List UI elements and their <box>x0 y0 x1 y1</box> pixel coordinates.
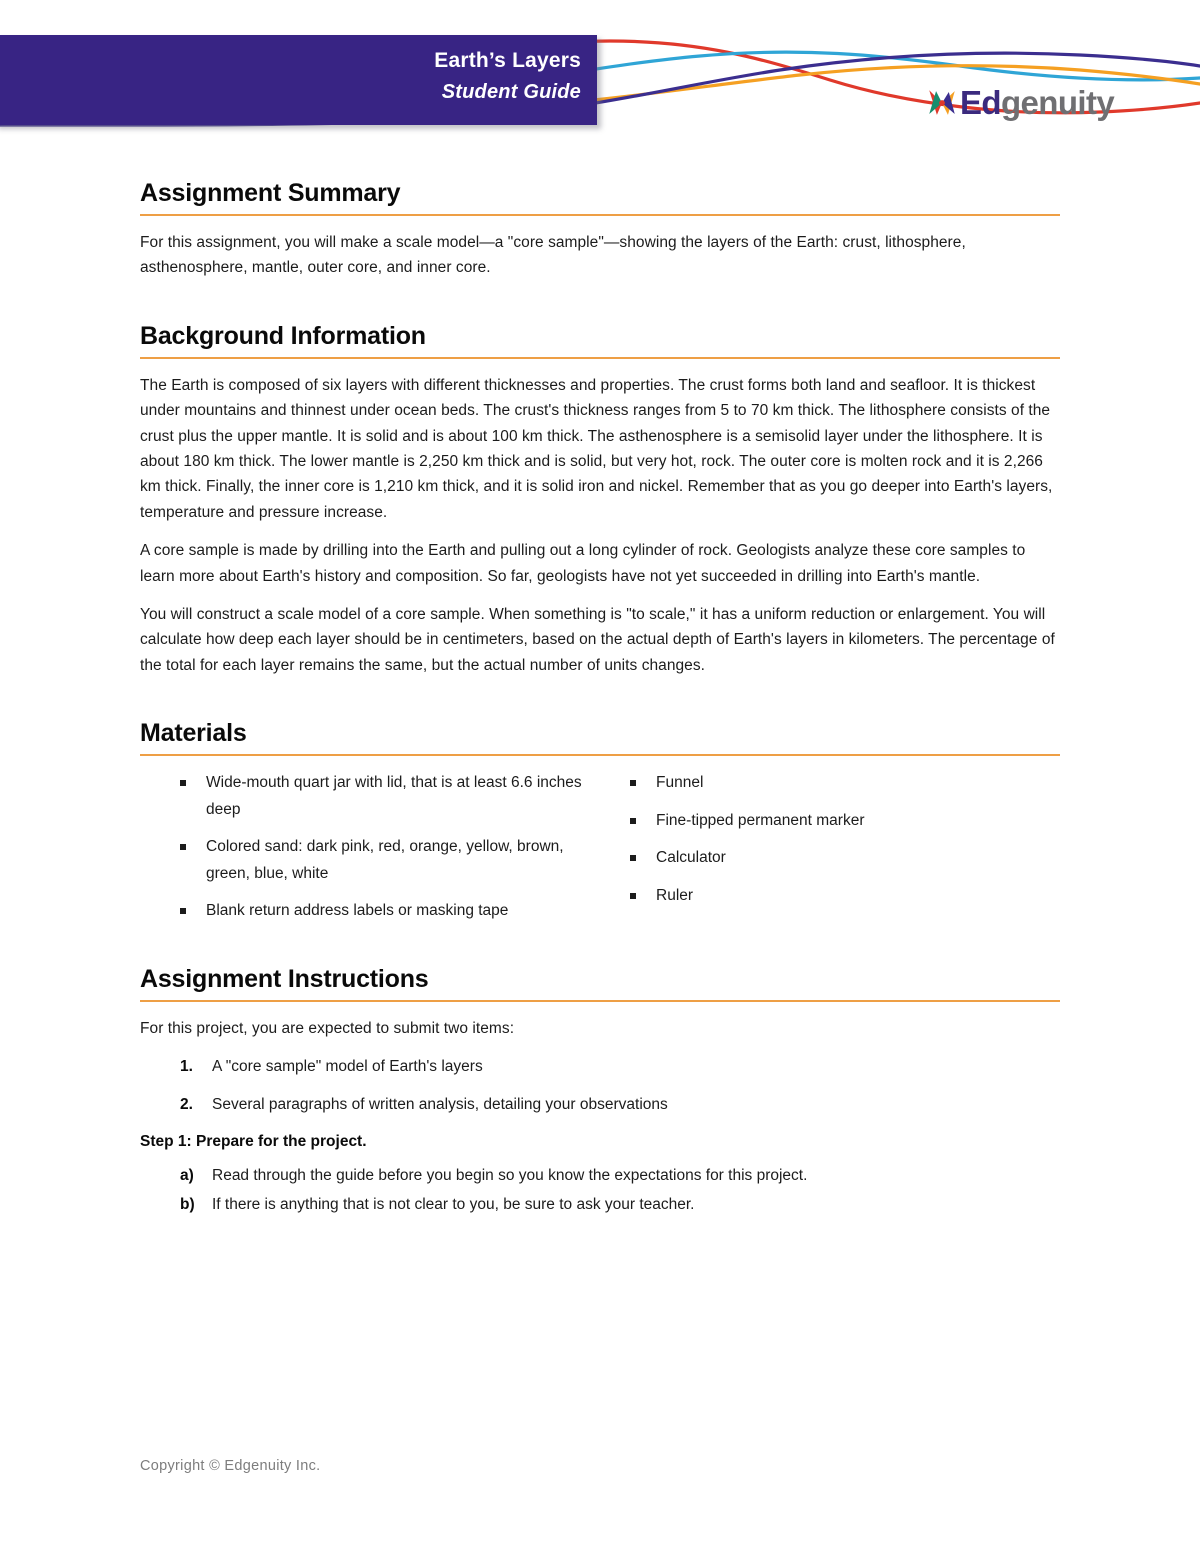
heading-rule <box>140 214 1060 216</box>
spacer <box>140 281 1060 321</box>
section-assignment-instructions <box>140 964 1060 1218</box>
background-paragraph-1: The Earth is composed of six layers with different thicknesses and properties. The crust forms both land and seafloor. It is thickest under mountains and thinnest under ocean beds. The crust's thickness ranges from 5 to 70 km thick. The lithosphere consists of the crust plus the upper mantle. It is solid and is about 100 km thick. The asthenosphere is a semisolid layer under the lithosphere. It is about 180 km thick. The lower mantle is 2,250 km thick and is solid, but very hot, rock. The outer core is molten rock and it is 2,266 km thick. Finally, the inner core is 1,210 km thick, and it is solid iron and nickel. Remember that as you go deeper into Earth's layers, temperature and pressure increase. <box>140 376 1053 521</box>
square-bullet-icon <box>180 844 186 850</box>
square-bullet-icon <box>630 780 636 786</box>
list-item-label: A "core sample" model of Earth's layers <box>212 1058 483 1076</box>
materials-column-left <box>140 770 600 936</box>
list-item-label: Blank return address labels or masking tape <box>206 902 509 920</box>
heading-background-information: Background Information <box>140 321 426 350</box>
list-item <box>628 845 1060 872</box>
logo-text-secondary: genuity <box>1000 84 1115 121</box>
list-item-marker: 2. <box>180 1096 193 1114</box>
edgenuity-logo <box>925 86 1114 120</box>
document-body <box>140 178 1060 1220</box>
spacer <box>140 936 1060 964</box>
materials-columns <box>140 770 1060 936</box>
list-item <box>140 1191 1060 1218</box>
list-item <box>628 808 1060 835</box>
square-bullet-icon <box>630 893 636 899</box>
square-bullet-icon <box>180 780 186 786</box>
spacer <box>140 678 1060 718</box>
square-bullet-icon <box>630 855 636 861</box>
heading-assignment-summary: Assignment Summary <box>140 179 401 207</box>
list-item-label: Read through the guide before you begin so you know the expectations for this project. <box>212 1167 808 1185</box>
instructions-intro: For this project, you are expected to submit two items: <box>140 1019 515 1037</box>
heading-assignment-instructions: Assignment Instructions <box>140 964 429 993</box>
list-item-label: If there is anything that is not clear to you, be sure to ask your teacher. <box>212 1196 695 1214</box>
list-item-marker: a) <box>180 1167 194 1185</box>
list-item-label: Calculator <box>656 849 726 867</box>
document-title: Earth’s Layers <box>434 49 581 72</box>
list-item <box>178 898 586 925</box>
square-bullet-icon <box>180 908 186 914</box>
heading-rule <box>140 1000 1060 1002</box>
list-item-label: Wide-mouth quart jar with lid, that is at least 6.6 inches deep <box>206 774 582 818</box>
list-item <box>628 883 1060 910</box>
heading-materials: Materials <box>140 719 247 748</box>
footer-copyright: Copyright © Edgenuity Inc. <box>140 1458 321 1474</box>
square-bullet-icon <box>630 818 636 824</box>
logo-text-primary: Ed <box>960 84 1001 121</box>
list-item <box>140 1054 1060 1080</box>
edgenuity-wordmark <box>960 86 1114 120</box>
page-header <box>0 0 1200 150</box>
section-background-information <box>140 321 1060 678</box>
list-item <box>628 770 1060 797</box>
list-item-marker: b) <box>180 1196 195 1214</box>
list-item-label: Colored sand: dark pink, red, orange, yellow, brown, green, blue, white <box>206 838 564 882</box>
list-item <box>140 1162 1060 1189</box>
list-item <box>178 770 586 823</box>
list-item-marker: 1. <box>180 1058 193 1076</box>
list-item <box>140 1092 1060 1118</box>
materials-column-right <box>600 770 1060 936</box>
assignment-summary-paragraph-1: For this assignment, you will make a scale model—a "core sample"—showing the layers of the Earth: crust, lithosphere, asthenosphere, mantle, outer core, and inner core. <box>140 234 966 277</box>
list-item-label: Ruler <box>656 886 694 904</box>
background-paragraph-3: You will construct a scale model of a core sample. When something is "to scale," it has a uniform reduction or enlargement. You will calculate how deep each layer should be in centimeters, based on the actual depth of Earth's layers in kilometers. The percentage of the total for each layer remains the same, but the actual number of units changes. <box>140 606 1055 674</box>
document-subtitle: Student Guide <box>441 81 581 103</box>
edgenuity-x-mark-icon <box>925 86 959 120</box>
instructions-numbered-list <box>140 1054 1060 1118</box>
background-paragraph-2: A core sample is made by drilling into the Earth and pulling out a long cylinder of rock. Geologists analyze these core samples to learn more about Earth's history and composition. So far, geologists have not yet succeeded in drilling into Earth's mantle. <box>140 542 1026 585</box>
heading-rule <box>140 357 1060 359</box>
list-item-label: Funnel <box>656 774 704 792</box>
step-1-title: Step 1: Prepare for the project. <box>140 1133 367 1151</box>
list-item-label: Fine-tipped permanent marker <box>656 811 865 829</box>
heading-rule <box>140 754 1060 756</box>
list-item <box>178 834 586 887</box>
section-materials <box>140 718 1060 936</box>
list-item-label: Several paragraphs of written analysis, detailing your observations <box>212 1096 668 1114</box>
title-banner <box>0 35 597 125</box>
section-assignment-summary <box>140 178 1060 281</box>
